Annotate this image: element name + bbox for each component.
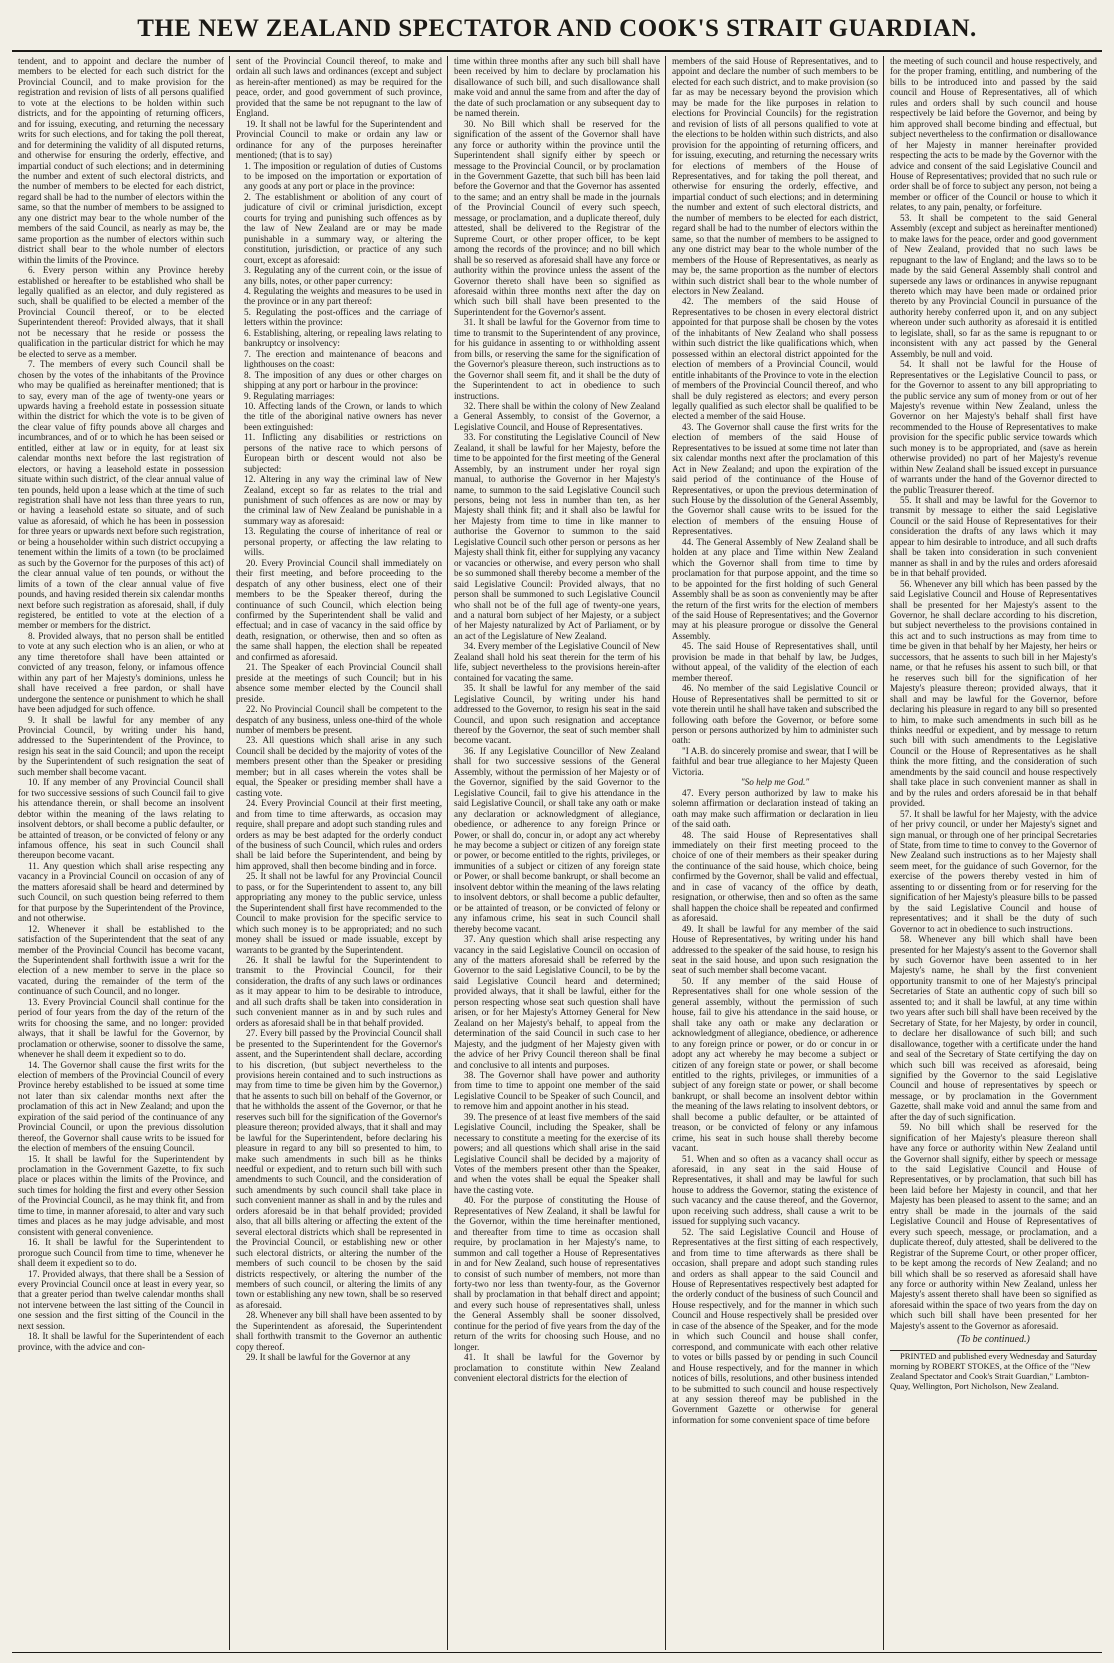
masthead-rule — [12, 50, 1102, 52]
paragraph: 24. Every Provincial Council at their first meeting, and from time to time afterwards, as occasion may require, shall prepare and adopt such standing rules and orders as may be best adapted for the orderly conduct of the business of such Council, which rules and orders shall be laid before the Superintendent, and being by him approved, shall then become binding and in force. — [236, 798, 442, 871]
paragraph: 34. Every member of the Legislative Council of New Zealand shall hold his seat therein for the term of his life, subject nevertheless to the provisions herein-after contained for vacating the same. — [454, 641, 660, 683]
paragraph: 18. It shall be lawful for the Superintendent of each province, with the advice and con- — [18, 1331, 224, 1352]
paragraph: 8. The imposition of any dues or other charges on shipping at any port or harbour in the province: — [244, 369, 442, 391]
paragraph: 52. The said Legislative Council and House of Representatives at the first sitting of each respectively, and from time to time afterwards as there shall be occasion, shall prepare and adopt such standing rules and orders as shall appear to the said Council and House of Representatives respectively best adapted for the orderly conduct of the business of such Council and House respectively, and for the manner in which such Council and House respectively shall be presided over in case of the absence of the Speaker, and for the mode in which such Council and house shall confer, correspond, and communicate with each other relative to votes or bills passed by or pending in such Council and House respectively, and for the manner in which notices of bills, resolutions, and other business intended to be submitted to such council and house respectively at any session thereof may be published in the Government Gazette or otherwise for general information for some convenient space of time before — [672, 1226, 878, 1425]
printer-imprint: PRINTED and published every Wednesday and Saturday morning by ROBERT STOKES, at the Office of the "New Zealand Spectator and Cook's Strait Guardian," Lambton-Quay, Wellington, Port Nicholson, New Zealand. — [890, 1350, 1097, 1391]
paragraph: 28. Whenever any bill shall have been assented to by the Superintendent as aforesaid, the Superintendent shall forthwith transmit to the Governor an authentic copy thereof. — [236, 1310, 442, 1352]
paragraph: 16. It shall be lawful for the Superintendent to prorogue such Council from time to time, whenever he shall deem it expedient so to do. — [18, 1237, 224, 1269]
paragraph: 5. Regulating the post-offices and the carriage of letters within the province: — [244, 306, 442, 328]
paragraph: 42. The members of the said House of Representatives to be chosen in every electoral district appointed for that purpose shall be chosen by the votes of the inhabitants of New Zealand who shall possess within such district the like qualifications which, when possessed within an electoral district appointed for the election of members of a Provincial Council, would entitle inhabitants of the Province to vote in the election of members of the Provincial Council thereof, and who shall be duly registered as electors; and every person legally qualified as such elector shall be qualified to be elected a member of the said House. — [672, 296, 878, 422]
paragraph: 12. Altering in any way the criminal law of New Zealand, except so far as relates to the trial and punishment of such offences as are now or may by the criminal law of New Zealand be punishable in a summary way as aforesaid: — [244, 474, 442, 526]
paragraph: 19. It shall not be lawful for the Superintendent and Provincial Council to make or ordain any law or ordinance for any of the purposes hereinafter mentioned; (that is to say) — [236, 118, 442, 161]
column-1 — [12, 56, 230, 1650]
paragraph: 12. Whenever it shall be established to the satisfaction of the Superintendent that the seat of any member of the Provincial Council has become vacant, the Superintendent shall forthwith issue a writ for the election of a new member to serve in the place so vacated, during the remainder of the term of the continuance of such Council, and no longer. — [18, 923, 224, 997]
paragraph: time within three months after any such bill shall have been received by him to declare by proclamation his disallowance of such bill, and such disallowance shall make void and annul the same from and after the day of the date of such proclamation or any subsequent day to be named therein. — [454, 56, 660, 119]
paragraph: 47. Every person authorized by law to make his solemn affirmation or declaration instead of taking an oath may make such affirmation or declaration in lieu of the said oath. — [672, 787, 878, 830]
paragraph: "I A.B. do sincerely promise and swear, that I will be faithful and bear true allegiance to her Majesty Queen Victoria. — [672, 745, 878, 777]
paragraph: the meeting of such council and house respectively, and for the proper framing, entitling, and numbering of the bills to be introduced into and passed by the said council and House of Representatives, all of which rules and orders shall by such council and house respectively be laid before the Governor, and being by him approved shall become binding and effectual, but subject nevertheless to the confirmation or disallowance of her Majesty in manner hereinafter provided respecting the acts to be made by the Governor with the advice and consent of the said Legislative Council and House of Representatives; provided that no such rule or order shall be of force to subject any person, not being a member or officer of the Council or house to which it relates, to any pain, penalty, or forfeiture. — [890, 56, 1097, 213]
paragraph: "So help me God." — [740, 777, 810, 788]
paragraph: 27. Every bill passed by the Provincial Council shall be presented to the Superintendent for the Governor's assent, and the Superintendent shall declare, according to his discretion, (but subject nevertheless to the provisions herein contained and to such instructions as may from time to time be given him by the Governor,) that he assents to such bill on behalf of the Governor, or that he withholds the assent of the Governor, or that he reserves such bill for the signification of the Governor's pleasure thereon; provided always, that it shall and may be lawful for the Superintendent, before declaring his pleasure in regard to any bill so presented to him, to make such amendments in such bill as he thinks needful or expedient, and to return such bill with such amendments to such Council, and the consideration of such amendments by such council shall take place in such convenient manner as shall in and by the rules and orders aforesaid be in that behalf provided; provided also, that all bills altering or affecting the extent of the several electoral districts which shall be represented in the Provincial Council, or establishing new or other such electoral districts, or altering the number of the members of such council to be chosen by the said districts respectively, or altering the number of the members of such council, or altering the limits of any town or establishing any new town, shall be so reserved as aforesaid. — [236, 1028, 442, 1310]
to-be-continued-note: (To be continued.) — [890, 1335, 1097, 1350]
paragraph: 4. Regulating the weights and measures to be used in the province or in any part thereof: — [244, 285, 442, 307]
paragraph: 37. Any question which shall arise respecting any vacancy in the said Legislative Council on occasion of any of the matters aforesaid shall be referred by the Governor to the said Legislative Council, to be by the said Legislative Council heard and determined; provided always, that it shall be lawful, either for the person respecting whose seat such question shall have arisen, or for her Majesty's Attorney General for New Zealand on her Majesty's behalf, to appeal from the determination of the said Council in such case to her Majesty, and the judgment of her Majesty given with the advice of her Privy Council thereon shall be final and conclusive to all intents and purposes. — [454, 934, 660, 1070]
paragraph: 36. If any Legislative Councillor of New Zealand shall for two successive sessions of the General Assembly, without the permission of her Majesty or of the Governor, signified by the said Governor to the Legislative Council, fail to give his attendance in the said Legislative Council, or shall take any oath or make any declaration or acknowledgment of allegiance, obedience, or adherence to any foreign Prince or Power, or shall do, concur in, or adopt any act whereby he may become a subject or citizen of any foreign state or power, or become entitled to the rights, privileges, or immunities of a subject or citizen of any foreign state or Power, or shall become bankrupt, or shall become an insolvent debtor within the meaning of the laws relating to insolvent debtors, or shall become a public defaulter, or be attainted of treason, or be convicted of felony or any infamous crime, his seat in such Council shall thereby become vacant. — [454, 745, 660, 934]
paragraph: 50. If any member of the said House of Representatives shall for one whole session of the general assembly, without the permission of such house, fail to give his attendance in the said house, or shall take any oath or make any declaration or acknowledgment of allegiance, obedience, or adherence to any foreign prince or power, or do or concur in or adopt any act whereby he may become a subject or citizen of any foreign state or power, or shall become entitled to the rights, privileges, or immunities of a subject of any foreign state or power, or shall become bankrupt, or shall become an insolvent debtor within the meaning of the laws relating to insolvent debtors, or shall become a public defaulter, or be attainted of treason, or be convicted of felony or any infamous crime, his seat in such house shall thereby become vacant. — [672, 975, 878, 1154]
paragraph: 13. Regulating the course of inheritance of real or personal property, or affecting the law relating to wills. — [244, 526, 442, 558]
paragraph: 58. Whenever any bill which shall have been presented for her Majesty's assent to the Governor shall by such Governor have been assented to in her Majesty's name, he shall by the first convenient opportunity transmit to one of her Majesty's principal Secretaries of State an authentic copy of such bill so assented to; and it shall be lawful, at any time within two years after such bill shall have been received by the Secretary of State, for her Majesty, by order in council, to declare her disallowance of such bill; and such disallowance, together with a certificate under the hand and seal of the Secretary of State certifying the day on which such bill was received as aforesaid, being signified by the Governor to the said Legislative Council and house of representatives by speech or message, or by proclamation in the Government Gazette, shall make void and annul the same from and after the day of such signification. — [890, 934, 1097, 1122]
paragraph: 11. Any question which shall arise respecting any vacancy in a Provincial Council on occasion of any of the matters aforesaid shall be heard and determined by such Council, on such question being referred to them for that purpose by the Superintendent of the Province, and not otherwise. — [18, 860, 224, 924]
paragraph: 56. Whenever any bill which has been passed by the said Legislative Council and House of Representatives shall be presented for her Majesty's assent to the Governor, he shall declare according to his discretion, but subject nevertheless to the provisions contained in this act and to such instructions as may from time to time be given in that behalf by her Majesty, her heirs or successors, that he assents to such bill in her Majesty's name, or that he refuses his assent to such bill, or that he reserves such bill for the signification of her Majesty's pleasure thereon; provided always, that it shall and may be lawful for the Governor, before declaring his pleasure in regard to any bill so presented to him, to make such amendments in such bill as he thinks needful or expedient, and by message to return such bill with such amendments to the Legislative Council or the House of Representatives as he shall think the more fitting, and the consideration of such amendments by the said council and house respectively shall take place in such convenient manner as shall in and by the rules and orders aforesaid be in that behalf provided. — [890, 578, 1097, 809]
paragraph: 2. The establishment or abolition of any court of judicature of civil or criminal jurisdiction, except courts for trying and punishing such offences as by the law of New Zealand are or may be made punishable in a summary way, or altering the constitution, jurisdiction, or practice of any such court, except as aforesaid: — [244, 191, 442, 265]
paragraph: 8. Provided always, that no person shall be entitled to vote at any such election who is an alien, or who at any time theretofore shall have been attainted or convicted of any treason, felony, or infamous offence within any part of her Majesty's dominions, unless he shall have received a free pardon, or shall have undergone the sentence or punishment to which he shall have been adjudged for such offence. — [18, 630, 224, 715]
paragraph: 51. When and so often as a vacancy shall occur as aforesaid, in any seat in the said House of Representatives, it shall and may be lawful for such house to address the Governor, stating the existence of such vacancy and the cause thereof, and the Governor, upon receiving such address, shall cause a writ to be issued for supplying such vacancy. — [672, 1153, 878, 1227]
paragraph: 59. No bill which shall be reserved for the signification of her Majesty's pleasure thereon shall have any force or authority within New Zealand until the Governor shall signify, either by speech or message to the said Legislative Council and House of Representatives, or by proclamation, that such bill has been laid before her Majesty in council, and that her Majesty has been pleased to assent to the same; and an entry shall be made in the journals of the said Legislative Council and House of Representatives of every such speech, message, or proclamation, and a duplicate thereof, duly attested, shall be delivered to the Registrar of the Supreme Court, or other proper officer, to be kept among the records of New Zealand; and no bill which shall be so reserved as aforesaid shall have any force or authority within New Zealand, unless her Majesty's assent thereto shall have been so signified as aforesaid within the space of two years from the day on which such bill shall have been presented for her Majesty's assent to the Governor as aforesaid. — [890, 1122, 1097, 1331]
paragraph: 26. It shall be lawful for the Superintendent to transmit to the Provincial Council, for their consideration, the drafts of any such laws or ordinances as it may appear to him to be desirable to introduce, and all such drafts shall be taken into consideration in such convenient manner as in and by such rules and orders as aforesaid shall be in that behalf provided. — [236, 954, 442, 1028]
paragraph: 38. The Governor shall have power and authority from time to time to appoint one member of the said Legislative Council to be Speaker of such Council, and to remove him and appoint another in his stead. — [454, 1069, 660, 1112]
paragraph: 45. The said House of Representatives shall, until provision be made in that behalf by law, be Judges, without appeal, of the validity of the election of each member thereof. — [672, 641, 878, 683]
paragraph: 48. The said House of Representatives shall immediately on their first meeting proceed to the choice of one of their members as their speaker during the continuance of the said house, which choice, being confirmed by the Governor, shall be valid and effectual, and in case of vacancy of the office by death, resignation, or otherwise, then and so often as the same shall happen the choice shall be repeated and confirmed as aforesaid. — [672, 829, 878, 924]
paragraph: 22. No Provincial Council shall be competent to the despatch of any business, unless one-third of the whole number of members be present. — [236, 704, 442, 735]
paragraph: 54. It shall not be lawful for the House of Representatives or the Legislative Council to pass, or for the Governor to assent to any bill appropriating to the public service any sum of money from or out of her Majesty's revenue within New Zealand, unless the Governor on her Majesty's behalf shall first have recommended to the House of Representatives to make provision for the specific public service towards which such money is to be appropriated, and (save as herein otherwise provided) no part of her Majesty's revenue within New Zealand shall be issued except in pursuance of warrants under the hand of the Governor directed to the public Treasurer thereof. — [890, 359, 1097, 495]
paragraph: tendent, and to appoint and declare the number of members to be elected for each such district for the Provincial Council, and to make provision for the registration and revision of lists of all persons qualified to vote at the elections to be holden within such districts, and for the appointing of returning officers, and for issuing, executing, and returning the necessary writs for such elections, and for taking the poll thereat, and for determining the validity of all disputed returns, and otherwise for ensuring the orderly, effective, and impartial conduct of such elections; and in determining the number and extent of such electoral districts, and the number of members to be elected for each district, regard shall be had to the number of electors within the same, so that the number of members to be assigned to any one district may bear to the whole number of the members of the said Council, as nearly as may be, the same proportion as the number of electors within such district shall bear to the whole number of electors within the limits of the Province. — [18, 56, 224, 265]
paragraph: 57. It shall be lawful for her Majesty, with the advice of her privy council, or under her Majesty's signet and sign manual, or through one of her principal Secretaries of State, from time to time to convey to the Governor of New Zealand such instructions as to her Majesty shall seem meet, for the guidance of such Governor, for the exercise of the powers thereby vested in him of assenting to or dissenting from or for reserving for the signification of her Majesty's pleasure bills to be passed by the said Legislative Council and house of representatives; and it shall be the duty of such Governor to act in obedience to such instructions. — [890, 808, 1097, 934]
paragraph: 1. The imposition or regulation of duties of Customs to be imposed on the importation or exportation of any goods at any port or place in the province: — [244, 160, 442, 192]
paragraph: 9. It shall be lawful for any member of any Provincial Council, by writing under his hand, addressed to the Superintendent of the Province, to resign his seat in the said Council; and upon the receipt by the Superintendent of such resignation the seat of such member shall become vacant. — [18, 714, 224, 777]
masthead — [0, 6, 1114, 46]
paragraph: 9. Regulating marriages: — [244, 390, 335, 401]
column-5-paragraphs — [890, 56, 1097, 1331]
paragraph: 20. Every Provincial Council shall immediately on their first meeting, and before proceeding to the despatch of any other business, elect one of their members to be the Speaker thereof, during the continuance of such Council, which election being confirmed by the Superintendent shall be valid and effectual; and in case of vacancy in the said office by death, resignation, or otherwise, then and so often as the same shall happen, the election shall be repeated and confirmed as aforesaid. — [236, 557, 442, 662]
paragraph: 6. Establishing, altering, or repealing laws relating to bankruptcy or insolvency: — [244, 327, 442, 349]
paragraph: 6. Every person within any Province hereby established or hereafter to be established who shall be legally qualified as an elector, and duly registered as such, shall be qualified to be elected a member of the Provincial Council thereof, or to be elected Superintendent thereof: Provided always, that it shall not be necessary that he reside or possess the qualification in the particular district for which he may be elected to serve as a member. — [18, 265, 224, 359]
paragraph: 32. There shall be within the colony of New Zealand a General Assembly, to consist of the Governor, a Legislative Council, and House of Representatives. — [454, 400, 660, 432]
paragraph: members of the said House of Representatives, and to appoint and declare the number of such members to be elected for each such district, and to make provision (so far as may be necessary beyond the provision which may be made for the like purposes in relation to elections for Provincial Councils) for the registration and revision of lists of all persons qualified to vote at the elections to be holden within such districts, and also provision for the appointing of returning officers, and for issuing, executing, and returning the necessary writs for elections of members of the House of Representatives, and for taking the poll thereat, and otherwise for ensuring the orderly, effective, and impartial conduct of such elections; and in determining the number and extent of such electoral districts, and the number of members to be elected for each district, regard shall be had to the number of electors within the same, so that the number of members to be assigned to any one district may bear to the whole number of the members of the House of Representatives, as nearly as may be, the same proportion as the number of electors within such district shall bear to the whole number of electors in New Zealand. — [672, 56, 878, 296]
paragraph: 41. It shall be lawful for the Governor by proclamation to constitute within New Zealand convenient electoral districts for the election of — [454, 1352, 660, 1384]
paragraph: 23. All questions which shall arise in any such Council shall be decided by the majority of votes of the members present other than the Speaker or presiding member; but in all cases wherein the votes shall be equal, the Speaker or presiding member shall have a casting vote. — [236, 735, 442, 798]
paragraph: sent of the Provincial Council thereof, to make and ordain all such laws and ordinances (except and subject as herein-after mentioned) as may be required for the peace, order, and good government of such province, provided that the same be not repugnant to the law of England. — [236, 56, 442, 119]
paragraph: 46. No member of the said Legislative Council or House of Representatives shall be permitted to sit or vote therein until he shall have taken and subscribed the following oath before the Governor, or before some person or persons authorized by him to administer such oath: — [672, 683, 878, 746]
paragraph: 17. Provided always, that there shall be a Session of every Provincial Council once at least in every year, so that a greater period than twelve calendar months shall not intervene between the last sitting of the Council in one session and the first sitting of the Council in the next session. — [18, 1268, 224, 1331]
paragraph: 30. No Bill which shall be reserved for the signification of the assent of the Governor shall have any force or authority within the province until the Superintendent shall signify either by speech or message to the Provincial Council, or by proclamation in the Government Gazette, that such bill has been laid before the Governor and that the Governor has assented to the same; and an entry shall be made in the journals of the Provincial Council of every such speech, message, or proclamation, and a duplicate thereof, duly attested, shall be delivered to the Registrar of the Supreme Court, or other proper officer, to be kept among the records of the province; and no bill which shall be so reserved as aforesaid shall have any force or authority within the province unless the assent of the Governor thereto shall have been so signified as aforesaid within three months next after the day on which such bill shall have been presented to the Superintendent for the Governor's assent. — [454, 118, 660, 317]
paragraph: 31. It shall be lawful for the Governor from time to time to transmit to the Superintendent of any province, for his guidance in assenting to or withholding assent from bills, or reserving the same for the signification of the Governor's pleasure thereon, such instructions as to the Governor shall seem fit, and it shall be the duty of the Superintendent to act in obedience to such instructions. — [454, 317, 660, 401]
paragraph: 7. The members of every such Council shall be chosen by the votes of the inhabitants of the Province who may be qualified as hereinafter mentioned; that is to say, every man of the age of twenty-one years or upwards having a freehold estate in possession situate within the district for which the vote is to be given of the clear value of fifty pounds above all charges and incumbrances, and of or to which he has been seised or entitled, either at law or in equity, for at least six calendar months next before the last registration of electors, or having a leasehold estate in possession situate within such district, of the clear annual value of ten pounds, held upon a lease which at the time of such registration shall have not less than three years to run, or having a leasehold estate so situate, and of such value as aforesaid, of which he has been in possession for three years or upwards next before such registration, or being a householder within such district occupying a tenement within the limits of a town (to be proclaimed as such by the Governor for the purposes of this act) of the clear annual value of ten pounds, or without the limits of a town of the clear annual value of five pounds, and having resided therein six calendar months next before such registration as aforesaid, shall, if duly registered, be entitled to vote at the election of a member or members for the district. — [18, 359, 224, 631]
column-3 — [448, 56, 666, 1650]
paragraph: 55. It shall and may be lawful for the Governor to transmit by message to either the said Legislative Council or the said House of Representatives for their consideration the drafts of any laws which it may appear to him desirable to introduce, and all such drafts shall be taken into consideration in such convenient manner as shall in and by the rules and orders aforesaid be in that behalf provided. — [890, 495, 1097, 579]
paragraph: 14. The Governor shall cause the first writs for the election of members of the Provincial Council of every Province hereby established to be issued at some time not later than six calendar months next after the proclamation of this act in New Zealand; and upon the expiration of the said period of the continuance of any Provincial Council, or upon the previous dissolution thereof, the Governor shall cause writs to be issued for the election of members of the ensuing Council. — [18, 1059, 224, 1154]
paragraph: 7. The erection and maintenance of beacons and lighthouses on the coast: — [244, 348, 442, 370]
paragraph: 11. Inflicting any disabilities or restrictions on persons of the native race to which persons of European birth or descent would not also be subjected: — [244, 432, 442, 474]
newspaper-title: THE NEW ZEALAND SPECTATOR AND COOK'S STRAIT GUARDIAN. — [137, 15, 977, 42]
paragraph: 25. It shall not be lawful for any Provincial Council to pass, or for the Superintendent to assent to, any bill appropriating any money to the public service, unless the Superintendent shall first have recommended to the Council to make provision for the specific service to which such money is to be appropriated; and no such money shall be issued or made issuable, except by warrants to be granted by the Superintendent. — [236, 871, 442, 955]
column-4 — [666, 56, 884, 1650]
paragraph: 21. The Speaker of each Provincial Council shall preside at the meetings of such Council; but in his absence some member elected by the Council shall preside. — [236, 662, 442, 704]
footer-rule — [12, 1652, 1102, 1653]
paragraph: 43. The Governor shall cause the first writs for the election of members of the said House of Representatives to be issued at some time not later than six calendar months next after the proclamation of this Act in New Zealand; and upon the expiration of the said period of the continuance of the House of Representatives, or upon the previous determination of such House by the dissolution of the General Assembly, the Governor shall cause writs to be issued for the election of members of the ensuing House of Representatives. — [672, 421, 878, 537]
paragraph: 40. For the purpose of constituting the House of Representatives of New Zealand, it shall be lawful for the Governor, within the time hereinafter mentioned, and thereafter from time to time as occasion shall require, by proclamation in her Majesty's name, to summon and call together a House of Representatives in and for New Zealand, such house of representatives to consist of such number of members, not more than forty-two nor less than twenty-four, as the Governor shall by proclamation in that behalf direct and appoint; and every such house of representatives shall, unless the General Assembly shall be sooner dissolved, continue for the period of five years from the day of the return of the writs for choosing such House, and no longer. — [454, 1195, 660, 1352]
paragraph: 10. If any member of any Provincial Council shall for two successive sessions of such Council fail to give his attendance therein, or shall become an insolvent debtor within the meaning of the laws relating to insolvent debtors, or shall become a public defaulter, or be attainted of treason, or be convicted of felony or any infamous offence, his seat in such Council shall thereupon become vacant. — [18, 777, 224, 861]
paragraph: 44. The General Assembly of New Zealand shall be holden at any place and Time within New Zealand which the Governor shall from time to time by proclamation for that purpose appoint, and the time so to be appointed for the first holding of such General Assembly shall be as soon as conveniently may be after the return of the first writs for the election of members of the said House of Representatives; and the Governor may at his pleasure prorogue or dissolve the General Assembly. — [672, 536, 878, 641]
column-2 — [230, 56, 448, 1650]
paragraph: 10. Affecting lands of the Crown, or lands to which the title of the aboriginal native owners has never been extinguished: — [244, 400, 442, 432]
paragraph: 13. Every Provincial Council shall continue for the period of four years from the day of the return of the writs for choosing the same, and no longer: provided always, that it shall be lawful for the Governor, by proclamation or otherwise, sooner to dissolve the same, whenever he shall deem it expedient so to do. — [18, 996, 224, 1060]
column-5 — [884, 56, 1102, 1650]
paragraph: 15. It shall be lawful for the Superintendent by proclamation in the Government Gazette, to fix such place or places within the limits of the Province, and such times for holding the first and every other Session of the Provincial Council, as he may think fit, and from time to time, in manner aforesaid, to alter and vary such times and places as he may judge advisable, and most consistent with general convenience. — [18, 1153, 224, 1237]
paragraph: 53. It shall be competent to the said General Assembly (except and subject as hereinafter mentioned) to make laws for the peace, order and good government of New Zealand, provided that no such laws be repugnant to the law of England; and the laws so to be made by the said General Assembly shall control and supersede any laws or ordinances in anywise repugnant thereto which may have been made or ordained prior thereto by any Provincial Council in pursuance of the authority hereby conferred upon it, and on any subject whereon under such authority as aforesaid it is entitled to legislate, shall, so far as the same is repugnant to or inconsistent with any act passed by the General Assembly, be null and void. — [890, 212, 1097, 359]
paragraph: 29. It shall be lawful for the Governor at any — [246, 1352, 411, 1363]
paragraph: 49. It shall be lawful for any member of the said House of Representatives, by writing under his hand addressed to the speaker of the said house, to resign his seat in the said house, and upon such resignation the seat of such member shall become vacant. — [672, 923, 878, 976]
paragraph: 35. It shall be lawful for any member of the said Legislative Council, by writing under his hand addressed to the Governor, to resign his seat in the said Council, and upon such resignation and acceptance thereof by the Governor, the seat of such member shall become vacant. — [454, 683, 660, 746]
paragraph: 39. The presence of at least five members of the said Legislative Council, including the Speaker, shall be necessary to constitute a meeting for the exercise of its powers; and all questions which shall arise in the said Legislative Council shall be decided by a majority of Votes of the members present other than the Speaker, and when the votes shall be equal the Speaker shall have the casting vote. — [454, 1111, 660, 1195]
paragraph: 3. Regulating any of the current coin, or the issue of any bills, notes, or other paper currency: — [244, 265, 442, 286]
paragraph: 33. For constituting the Legislative Council of New Zealand, it shall be lawful for her Majesty, before the time to be appointed for the first meeting of the General Assembly, by an instrument under her royal sign manual, to authorise the Governor in her Majesty's name, to summon to the said Legislative Council such persons, being not less in number than ten, as her Majesty shall think fit; and it shall also be lawful for her Majesty from time to time in like manner to authorise the Governor to summon to the said Legislative Council such other person or persons as her Majesty shall think fit, either for supplying any vacancy or vacancies or otherwise, and every person who shall be so summoned shall thereby become a member of the said Legislative Council: Provided always, that no person shall be summoned to such Legislative Council who shall not be of the full age of twenty-one years, and a natural born subject of her Majesty, or a subject of her Majesty naturalized by Act of Parliament, or by an act of the Legislature of New Zealand. — [454, 432, 660, 641]
article-columns — [12, 56, 1102, 1650]
